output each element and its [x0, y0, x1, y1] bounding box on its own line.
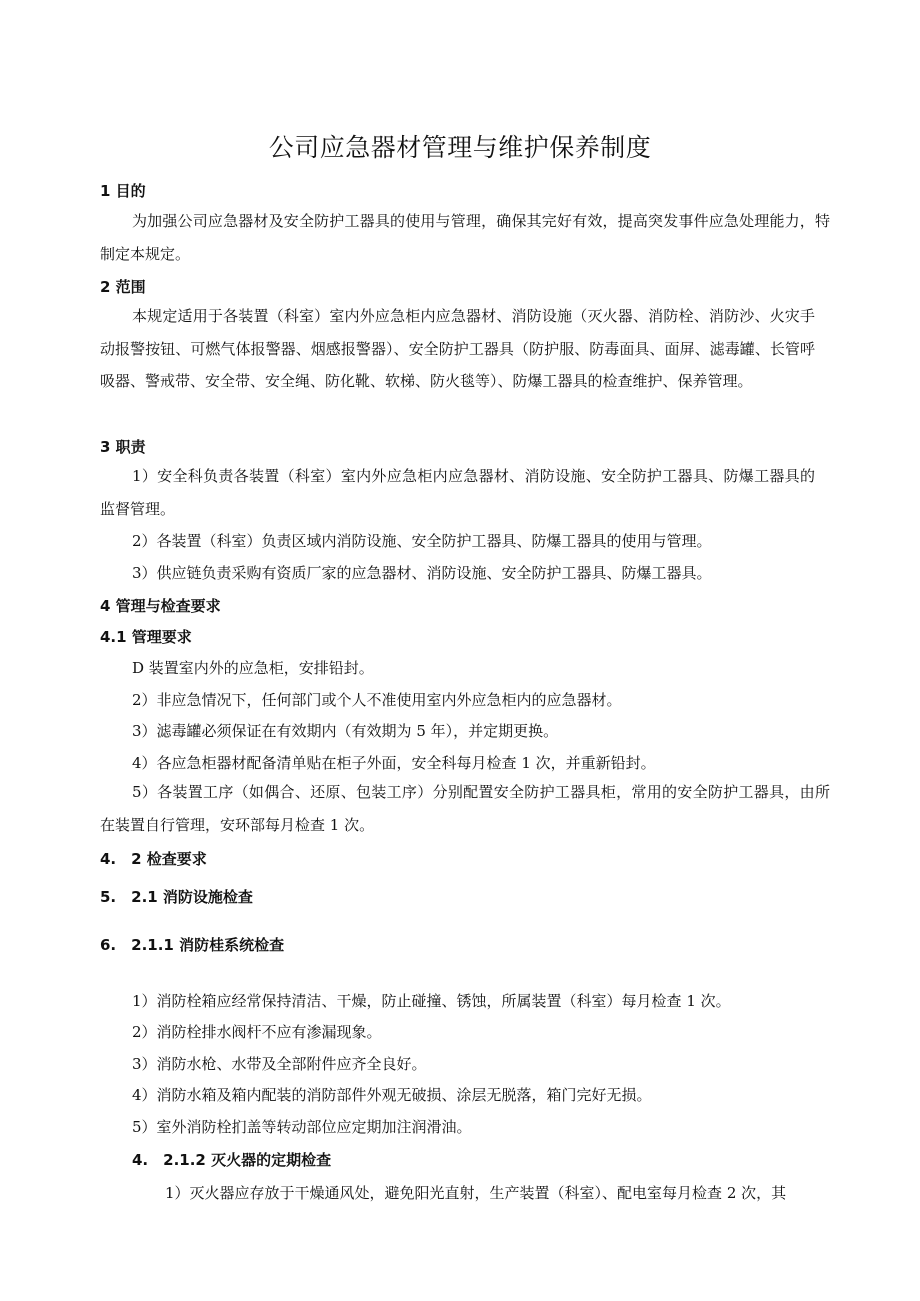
paragraph-scope: 本规定适用于各装置（科室）室内外应急柜内应急器材、消防设施（灭火器、消防栓、消防沙、火灾手动报警按钮、可燃气体报警器、烟感报警器）、安全防护工器具（防护服、防毒面具、面屏、滤毒罐、长管呼吸器、警戒带、安全带、安全绳、防化靴、软梯、防火毯等）、防爆工器具的检查维护、保养管理。 [100, 307, 815, 390]
hydrant-item-2: 2）消防栓排水阀杆不应有渗漏现象。 [132, 1023, 382, 1041]
section-heading-duties: 3 职责 [100, 438, 146, 456]
paragraph-purpose: 为加强公司应急器材及安全防护工器具的使用与管理，确保其完好有效，提高突发事件应急处理能力，特制定本规定。 [100, 212, 830, 263]
subsection-heading-extinguisher-check: 4. 2.1.2 灭火器的定期检查 [132, 1151, 332, 1169]
management-item-3: 3）滤毒罐必须保证在有效期内（有效期为 5 年），并定期更换。 [132, 722, 559, 740]
subsection-heading-hydrant-system: 6. 2.1.1 消防桂系统检查 [100, 936, 285, 954]
hydrant-item-4: 4）消防水箱及箱内配装的消防部件外观无破损、涂层无脱落，箱门完好无损。 [132, 1086, 652, 1104]
management-item-1: D 装置室内外的应急柜，安排铅封。 [132, 659, 374, 677]
section-heading-scope: 2 范围 [100, 278, 146, 296]
management-item-5: 5）各装置工序（如偶合、还原、包装工序）分别配置安全防护工器具柜，常用的安全防护工器具，由所在装置自行管理，安环部每月检查 1 次。 [100, 783, 830, 834]
duty-item-3: 3）供应链负责采购有资质厂家的应急器材、消防设施、安全防护工器具、防爆工器具。 [132, 564, 712, 582]
hydrant-item-5: 5）室外消防栓扪盖等转动部位应定期加注润滑油。 [132, 1118, 472, 1136]
hydrant-item-3: 3）消防水枪、水带及全部附件应齐全良好。 [132, 1055, 427, 1073]
subsection-heading-inspection: 4. 2 检查要求 [100, 850, 207, 868]
extinguisher-item-1: 1）灭火器应存放于干燥通风处，避免阳光直射，生产装置（科室）、配电室每月检查 2 次，其 [165, 1184, 787, 1202]
subsection-heading-management-requirements: 4.1 管理要求 [100, 628, 192, 646]
duty-item-2: 2）各装置（科室）负责区域内消防设施、安全防护工器具、防爆工器具的使用与管理。 [132, 532, 712, 550]
section-heading-management: 4 管理与检查要求 [100, 597, 221, 615]
management-item-2: 2）非应急情况下，任何部门或个人不准使用室内外应急柜内的应急器材。 [132, 691, 622, 709]
hydrant-item-1: 1）消防栓箱应经常保持清洁、干燥，防止碰撞、锈蚀，所属装置（科室）每月检查 1 次。 [132, 992, 731, 1010]
management-item-4: 4）各应急柜器材配备清单贴在柜子外面，安全科每月检查 1 次，并重新铅封。 [132, 754, 656, 772]
duty-item-1: 1）安全科负责各装置（科室）室内外应急柜内应急器材、消防设施、安全防护工器具、防爆工器具的监督管理。 [100, 467, 815, 518]
subsection-heading-fire-facilities: 5. 2.1 消防设施检查 [100, 888, 253, 906]
section-heading-purpose: 1 目的 [100, 182, 146, 200]
document-title: 公司应急器材管理与维护保养制度 [268, 133, 652, 162]
